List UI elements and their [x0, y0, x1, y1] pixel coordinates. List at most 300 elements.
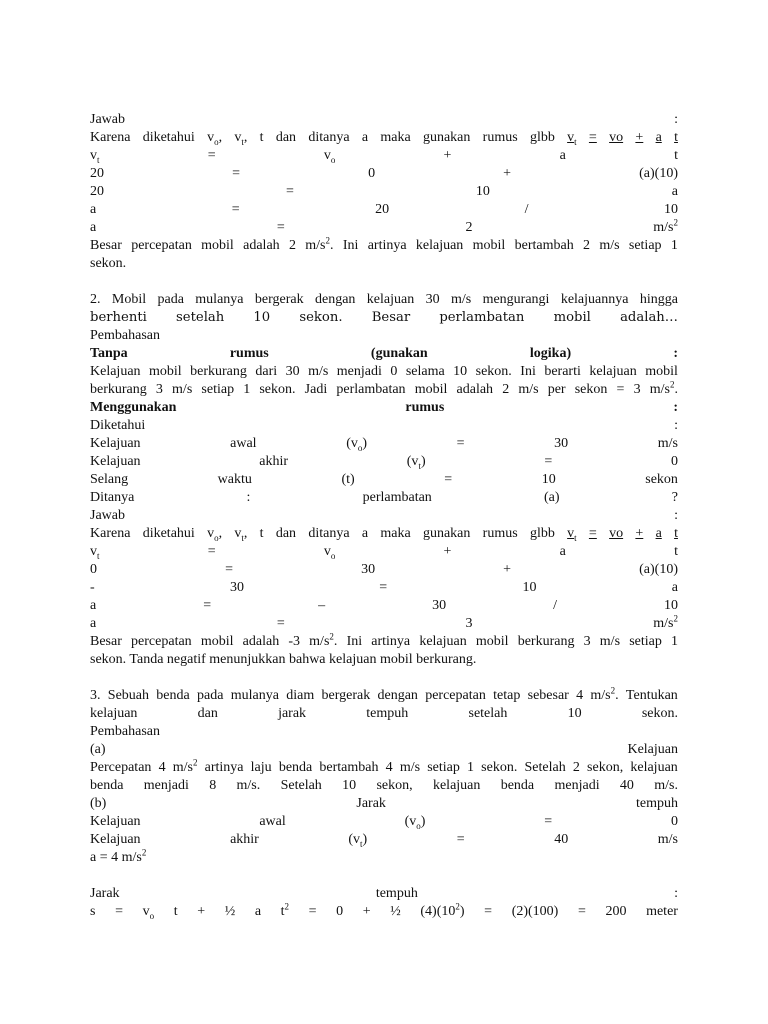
text-line: [90, 201, 678, 219]
word: mobil: [475, 634, 509, 649]
word: kelajuan: [419, 634, 467, 649]
word: 30: [229, 580, 244, 595]
word: Kelajuan: [90, 364, 141, 379]
word: kelajuan: [589, 364, 637, 379]
word: 3: [633, 382, 641, 397]
word: $v_t$,: [234, 130, 248, 147]
word: glbb: [529, 526, 555, 541]
word: +: [635, 130, 644, 145]
word: :: [674, 112, 678, 127]
word: m/s: [518, 382, 539, 397]
text-line: a = 4 $m/s^2$: [90, 847, 147, 865]
word: diketahui: [142, 526, 195, 541]
word: 3: [583, 634, 591, 649]
text-line: [90, 183, 678, 201]
word: 1: [670, 238, 678, 253]
word: t: [674, 148, 678, 163]
word: m/s: [599, 238, 620, 253]
word: artinya: [367, 238, 407, 253]
word: a: [671, 580, 678, 595]
word: t: [674, 130, 678, 145]
word: s: [90, 904, 96, 919]
word: 2: [288, 238, 296, 253]
word: m/s: [172, 382, 193, 397]
word: Menggunakan: [90, 400, 177, 415]
word: a: [90, 202, 97, 217]
word: ?: [671, 490, 678, 505]
text-line: [90, 705, 678, 723]
word: dengan: [314, 292, 356, 307]
word: sekon: [645, 472, 678, 487]
word: $(4)(10^2)$: [420, 901, 465, 919]
word: +: [443, 544, 452, 559]
word: ditanya: [308, 526, 350, 541]
word: 0: [336, 904, 344, 919]
word: gunakan: [422, 130, 471, 145]
text-line: [90, 345, 678, 363]
word: 10: [342, 778, 357, 793]
word: $v_t$,: [234, 526, 248, 543]
word: adalah: [242, 634, 280, 649]
word: 2: [502, 382, 510, 397]
word: 0: [670, 814, 678, 829]
word: 10: [453, 364, 468, 379]
word: m/s: [399, 760, 421, 775]
word: -: [90, 580, 95, 595]
word: adalah: [456, 382, 494, 397]
word: =: [115, 904, 123, 919]
word: dari: [255, 364, 278, 379]
word: dan: [275, 526, 297, 541]
word: maka: [380, 526, 411, 541]
word: 2: [465, 220, 473, 235]
text-line: [90, 597, 678, 615]
word: m/s.: [236, 778, 261, 793]
word: $m/s^2$: [653, 613, 678, 631]
word: =: [225, 562, 233, 577]
word: rumus: [405, 400, 445, 415]
text-line: [90, 471, 678, 489]
word: adalah…: [620, 310, 678, 325]
word: mobil: [201, 238, 234, 253]
text-line: [90, 129, 678, 147]
word: Tentukan: [625, 688, 678, 703]
word: +: [635, 526, 644, 541]
word: Karena: [90, 130, 131, 145]
word: 10: [253, 310, 271, 325]
word: perlambatan: [362, 490, 432, 505]
text-line: [90, 147, 678, 165]
word: benda: [156, 688, 190, 703]
word: –: [318, 598, 326, 613]
blank-line: [90, 669, 678, 687]
word: =: [207, 148, 216, 163]
word: glbb: [529, 130, 555, 145]
text-line: [90, 831, 678, 849]
word: Tanpa: [90, 346, 128, 361]
word: 4: [385, 760, 393, 775]
word: setelah: [176, 310, 225, 325]
word: 3: [465, 616, 473, 631]
word: 10: [541, 472, 556, 487]
word: kelajuan: [90, 706, 138, 721]
word: kelajuan: [432, 778, 481, 793]
word: 30: [432, 598, 447, 613]
word: ½: [390, 904, 401, 919]
word: $v_o$: [142, 904, 155, 921]
word: Jawab: [90, 112, 125, 127]
word: Diketahui: [90, 418, 146, 433]
word: ½: [224, 904, 236, 919]
word: Ini: [346, 634, 363, 649]
word: pada: [197, 688, 224, 703]
word: $m/s^2$.: [309, 631, 338, 649]
word: =: [285, 184, 294, 199]
text-line: Pembahasan: [90, 328, 160, 343]
text-line: [90, 615, 678, 633]
word: Jadi: [304, 382, 328, 397]
word: (gunakan: [370, 346, 428, 361]
word: m/s: [599, 634, 621, 649]
text-line: [90, 219, 678, 237]
word: =: [544, 454, 553, 469]
word: $(v_o)$: [404, 814, 426, 831]
word: 30: [361, 562, 376, 577]
word: (2)(100): [511, 904, 559, 919]
word: berhenti: [90, 310, 147, 325]
word: Ini: [520, 364, 536, 379]
word: Mobil: [111, 292, 147, 307]
word: berkurang: [190, 364, 247, 379]
word: sekon.: [475, 364, 512, 379]
word: 10: [663, 202, 678, 217]
word: a: [559, 148, 566, 163]
word: Jawab: [90, 508, 125, 523]
word: 1: [671, 634, 678, 649]
word: kelajuannya: [560, 292, 629, 307]
word: +: [503, 562, 512, 577]
word: =: [456, 832, 465, 847]
word: bergerak: [321, 688, 371, 703]
word: :: [246, 490, 251, 505]
word: $v_t$: [567, 526, 577, 543]
word: sekon.: [481, 760, 518, 775]
word: :: [674, 418, 678, 433]
word: Kelajuan: [627, 742, 678, 757]
word: t: [173, 904, 178, 919]
word: percepatan: [425, 688, 486, 703]
word: =: [308, 904, 317, 919]
word: menjadi: [143, 778, 189, 793]
word: Besar: [371, 310, 411, 325]
word: $v_t$: [90, 544, 100, 561]
text-line: [90, 489, 678, 507]
word: m/s: [450, 292, 472, 307]
word: m/s: [657, 436, 678, 451]
word: Jarak: [90, 886, 120, 901]
word: Ini: [342, 238, 359, 253]
word: =: [544, 814, 553, 829]
word: 0: [368, 166, 376, 181]
word: :: [674, 886, 678, 901]
word: 4: [576, 688, 584, 703]
word: Kelajuan: [90, 832, 141, 847]
text-line: [90, 111, 678, 129]
word: vo: [609, 526, 624, 541]
text-line: [90, 777, 678, 795]
text-line: [90, 813, 678, 831]
word: akhir: [259, 454, 289, 469]
word: $m/s^2$.: [305, 235, 334, 253]
word: rumus: [482, 526, 518, 541]
word: 40: [619, 778, 634, 793]
word: Besar: [90, 634, 122, 649]
word: Percepatan: [90, 760, 152, 775]
word: perlambatan: [439, 310, 525, 325]
blank-line: [90, 867, 678, 885]
word: mobil: [645, 364, 678, 379]
text-line: [90, 633, 678, 651]
word: sekon,: [587, 760, 624, 775]
text-line: [90, 453, 678, 471]
word: Besar: [90, 238, 122, 253]
word: mobil: [472, 238, 506, 253]
word: sekon.: [299, 310, 343, 325]
text-line: [90, 741, 678, 759]
word: =: [276, 220, 285, 235]
word: $v_o$: [323, 544, 336, 561]
word: awal: [259, 814, 286, 829]
word: 30: [425, 292, 440, 307]
word: akhir: [230, 832, 259, 847]
document-page: [90, 111, 678, 921]
word: rumus: [482, 130, 518, 145]
word: $v_t$: [90, 148, 100, 165]
word: setiap: [629, 634, 662, 649]
word: 10: [567, 706, 582, 721]
word: tempuh: [366, 706, 409, 721]
word: a: [361, 130, 369, 145]
word: m/s: [657, 832, 678, 847]
word: a: [90, 616, 97, 631]
text-line: [90, 237, 678, 255]
word: sekon,: [376, 778, 413, 793]
word: sekon.: [259, 382, 296, 397]
word: jarak: [278, 706, 307, 721]
text-line: [90, 417, 678, 435]
word: 20: [90, 166, 104, 181]
word: =: [456, 436, 465, 451]
word: tempuh: [375, 886, 418, 901]
text-line: [90, 507, 678, 525]
word: $(v_t)$: [406, 454, 426, 471]
word: =: [379, 580, 388, 595]
word: Kelajuan: [90, 436, 141, 451]
word: kelajuan: [630, 760, 678, 775]
word: :: [673, 400, 678, 415]
word: dan: [197, 706, 218, 721]
text-line: [90, 561, 678, 579]
word: bergerak: [254, 292, 304, 307]
word: waktu: [217, 472, 252, 487]
word: a: [559, 544, 566, 559]
text-line: sekon.: [90, 256, 127, 271]
word: $m/s^2$.: [649, 379, 678, 397]
text-line: [90, 759, 678, 777]
text-line: [90, 399, 678, 417]
word: a: [90, 220, 97, 235]
word: /: [553, 598, 557, 613]
word: t: [674, 526, 678, 541]
text-line: [90, 291, 678, 309]
word: perlambatan: [336, 382, 406, 397]
word: diam: [286, 688, 315, 703]
word: 200: [605, 904, 627, 919]
word: mobil: [149, 364, 182, 379]
word: 1: [243, 382, 251, 397]
word: pada: [157, 292, 184, 307]
word: $v_o$: [323, 148, 336, 165]
word: bertambah: [514, 238, 574, 253]
word: mobil: [414, 382, 448, 397]
word: (a): [544, 490, 560, 505]
word: 10: [522, 580, 537, 595]
word: 2: [583, 238, 591, 253]
word: (t): [341, 472, 355, 487]
word: $m/s^2$: [653, 217, 678, 235]
word: t: [674, 544, 678, 559]
word: a: [361, 526, 369, 541]
text-line: [90, 363, 678, 381]
word: $t^2$: [280, 901, 290, 919]
word: -3: [288, 634, 301, 649]
word: 0: [90, 562, 97, 577]
word: berarti: [544, 364, 581, 379]
text-line: [90, 579, 678, 597]
word: hingga: [639, 292, 678, 307]
word: m/s.: [654, 778, 678, 793]
text-line: sekon. Tanda negatif menunjukkan bahwa kelajuan mobil berkurang.: [90, 652, 477, 667]
text-line: Pembahasan: [90, 724, 160, 739]
word: a: [655, 130, 662, 145]
word: =: [203, 598, 212, 613]
word: $m/s^2$: [172, 757, 198, 775]
word: 1: [467, 760, 475, 775]
word: selama: [405, 364, 445, 379]
word: setiap: [427, 760, 460, 775]
word: 10: [663, 598, 678, 613]
word: mobil: [200, 634, 234, 649]
word: sebesar: [527, 688, 569, 703]
word: a: [90, 598, 97, 613]
word: a: [671, 184, 678, 199]
word: Kelajuan: [90, 454, 141, 469]
word: (b): [90, 796, 107, 811]
word: 0: [390, 364, 398, 379]
word: Jarak: [356, 796, 386, 811]
word: artinya: [371, 634, 411, 649]
word: bertambah: [319, 760, 379, 775]
word: Ditanya: [90, 490, 135, 505]
word: =: [588, 130, 597, 145]
word: sekon.: [641, 706, 678, 721]
word: 10: [475, 184, 490, 199]
word: tempuh: [636, 796, 678, 811]
word: Kelajuan: [90, 814, 141, 829]
word: per: [547, 382, 566, 397]
word: logika): [529, 346, 572, 361]
text-line: [90, 795, 678, 813]
word: +: [197, 904, 206, 919]
word: berkurang: [517, 634, 575, 649]
word: a: [655, 526, 662, 541]
word: benda: [500, 778, 535, 793]
word: (a): [90, 742, 106, 757]
word: /: [524, 202, 529, 217]
word: percepatan: [131, 634, 192, 649]
word: :: [674, 508, 678, 523]
word: laju: [250, 760, 272, 775]
word: $v_o$,: [207, 130, 223, 147]
word: Karena: [90, 526, 131, 541]
word: 2.: [90, 292, 101, 307]
text-line: [90, 687, 678, 705]
word: $v_t$: [567, 130, 577, 147]
word: vo: [609, 130, 624, 145]
word: percepatan: [131, 238, 192, 253]
word: 3.: [90, 688, 101, 703]
word: 4: [158, 760, 166, 775]
word: 20: [90, 184, 104, 199]
word: =: [207, 544, 216, 559]
word: $(v_o)$: [346, 436, 368, 453]
word: diketahui: [142, 130, 195, 145]
text-line: [90, 543, 678, 561]
word: Sebuah: [107, 688, 149, 703]
word: mulanya: [195, 292, 244, 307]
word: 30: [285, 364, 300, 379]
word: 2: [572, 760, 580, 775]
word: ditanya: [308, 130, 350, 145]
word: benda: [278, 760, 313, 775]
text-line: [90, 525, 678, 543]
word: setelah: [468, 706, 508, 721]
word: 30: [554, 436, 569, 451]
word: gunakan: [422, 526, 471, 541]
word: +: [503, 166, 512, 181]
word: tetap: [493, 688, 521, 703]
text-line: [90, 435, 678, 453]
word: 3: [155, 382, 163, 397]
word: (a)(10): [639, 166, 678, 181]
word: (a)(10): [639, 562, 678, 577]
word: a: [254, 904, 262, 919]
word: mulanya: [230, 688, 279, 703]
word: berkurang: [90, 382, 147, 397]
word: benda: [90, 778, 124, 793]
word: dan: [275, 130, 297, 145]
word: =: [231, 202, 240, 217]
word: artinya: [204, 760, 244, 775]
text-line: [90, 903, 678, 921]
word: 8: [209, 778, 217, 793]
word: =: [276, 616, 285, 631]
word: =: [444, 472, 453, 487]
word: setiap: [201, 382, 235, 397]
blank-line: [90, 273, 678, 291]
word: =: [616, 382, 625, 397]
word: $v_o$,: [207, 526, 223, 543]
